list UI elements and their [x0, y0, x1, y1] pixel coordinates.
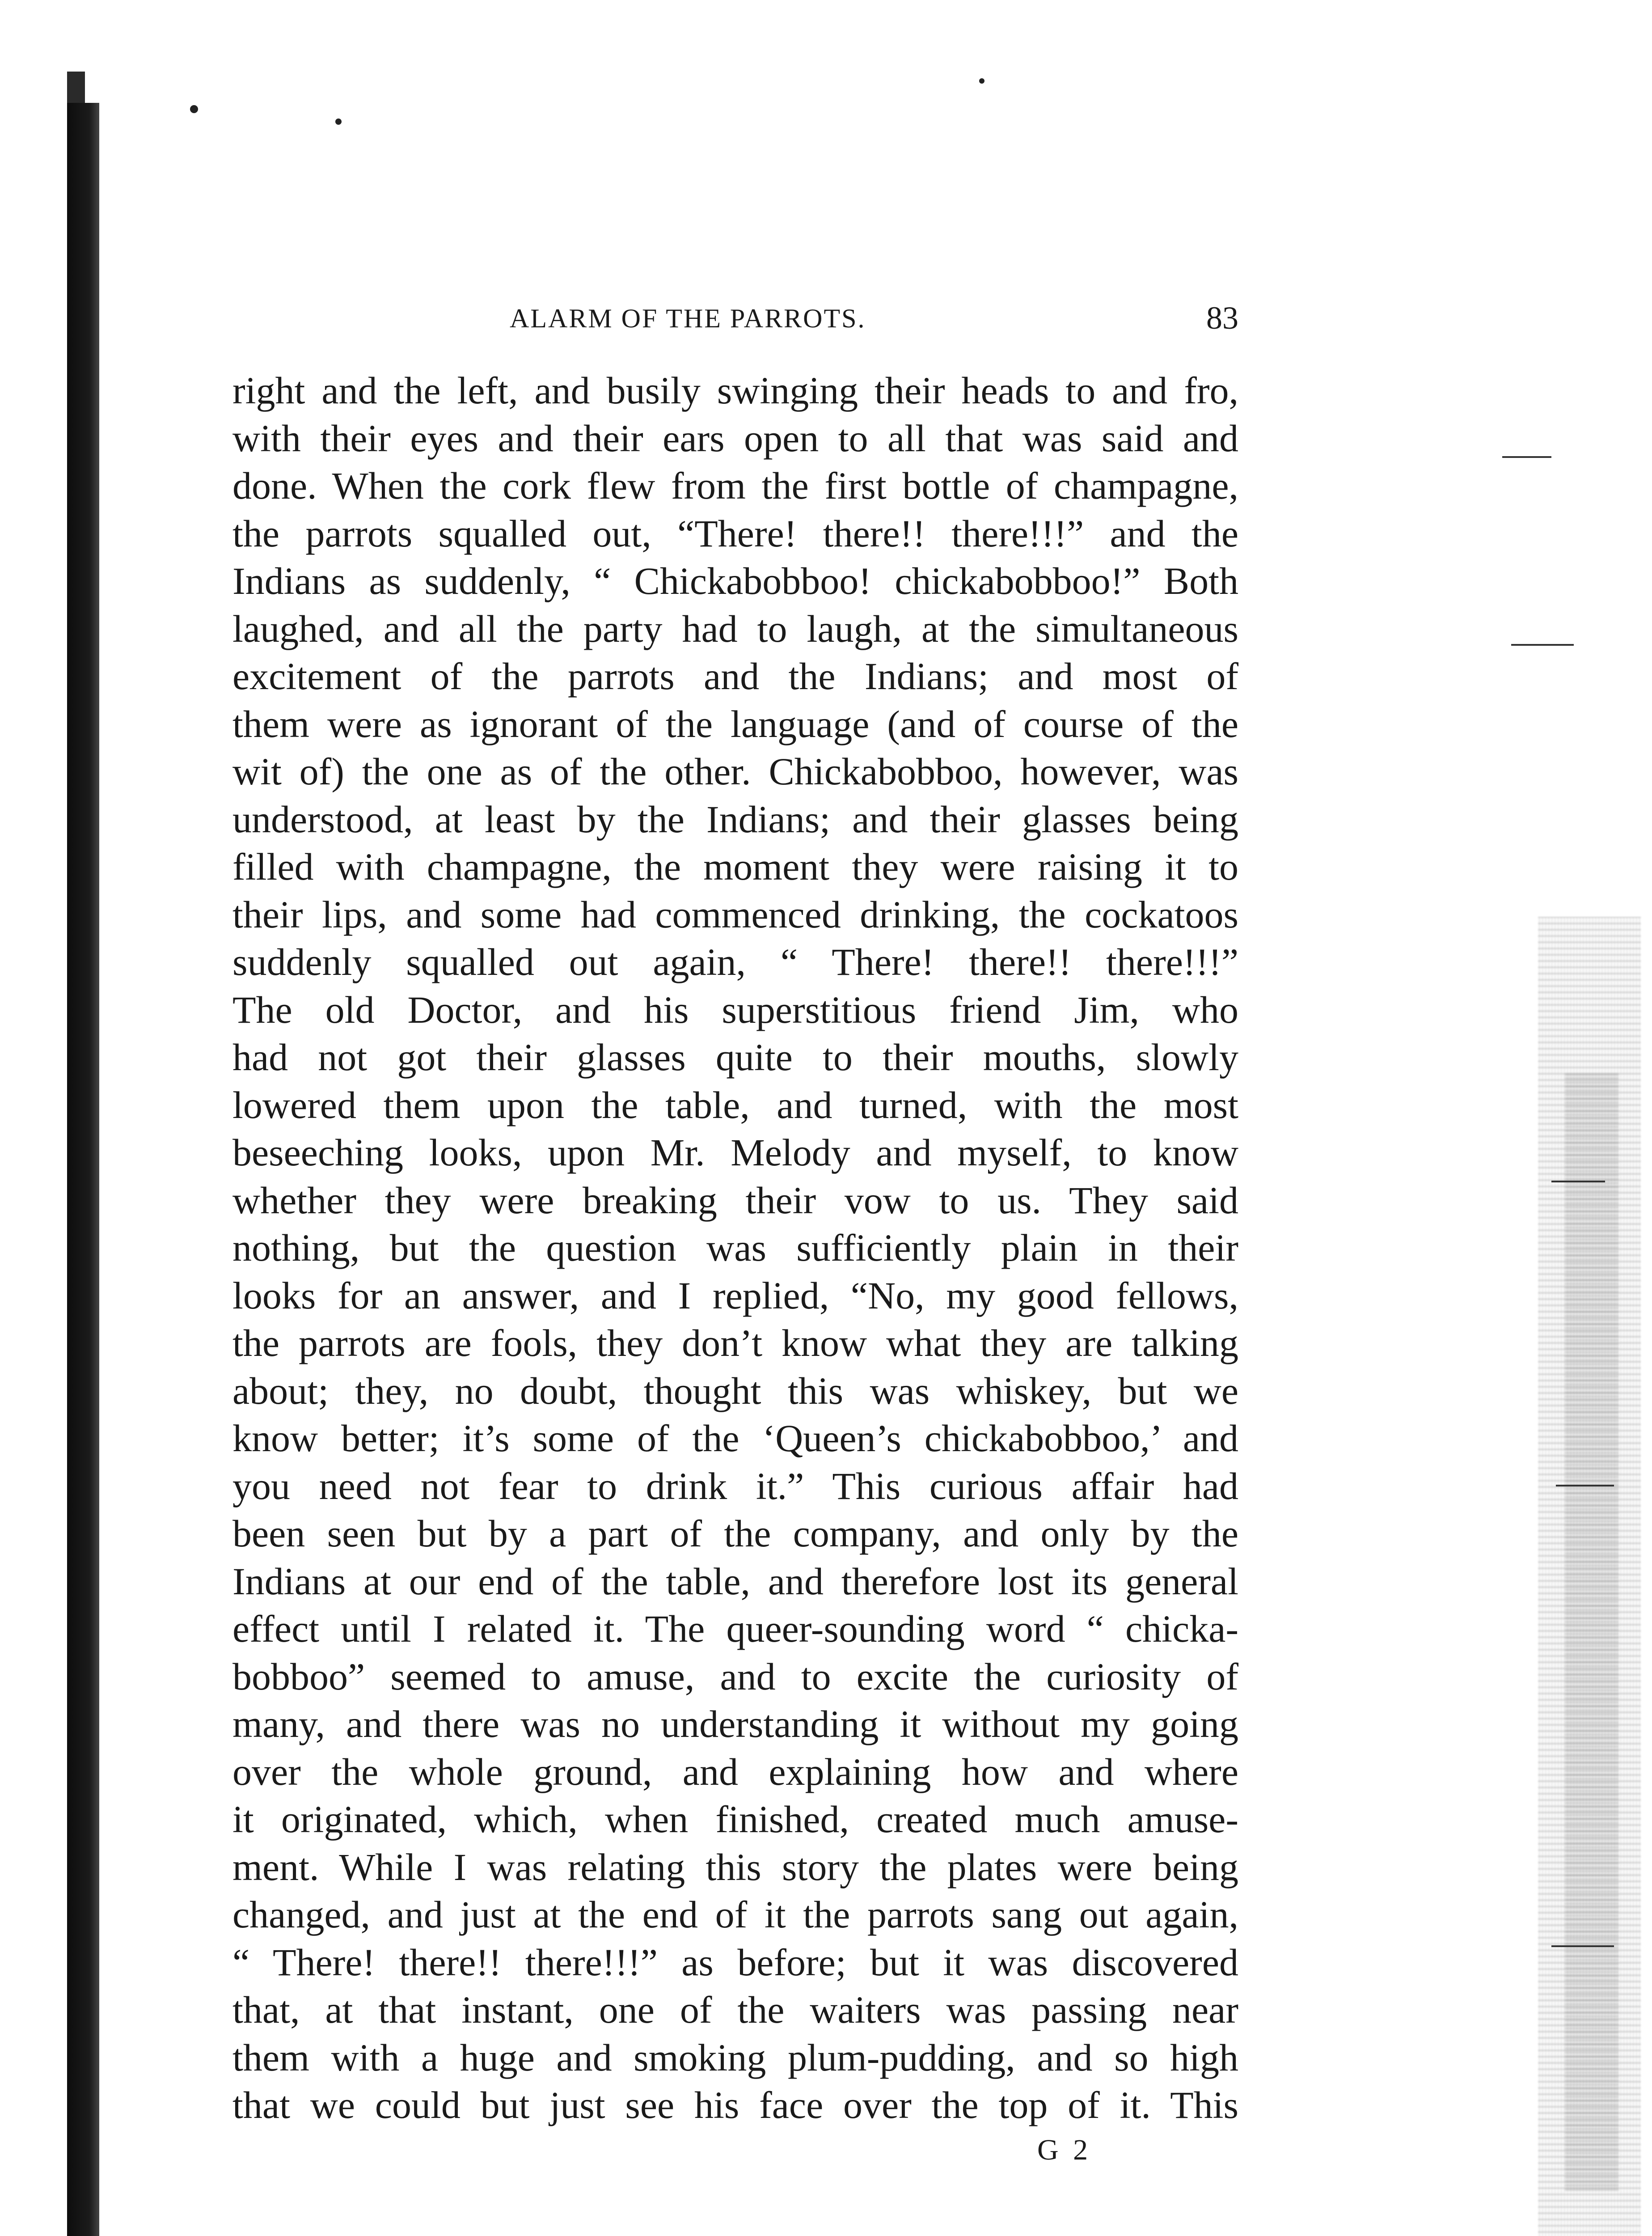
- text-line: right and the left, and busily swinging their heads to and fro,: [232, 369, 1238, 412]
- text-line: lowered them upon the table, and turned, with the most: [232, 1083, 1238, 1126]
- text-line: suddenly squalled out again, “ There! there!! there!!!”: [232, 940, 1238, 983]
- text-line: with their eyes and their ears open to all that was said and: [232, 416, 1238, 460]
- text-line: changed, and just at the end of it the parrots sang out again,: [232, 1893, 1238, 1936]
- text-line: the parrots squalled out, “There! there!! there!!!” and the: [232, 512, 1238, 555]
- ink-speck: [335, 119, 342, 125]
- running-head: ALARM OF THE PARROTS.: [510, 304, 866, 333]
- margin-mark: [1551, 1945, 1614, 1947]
- ink-speck: [979, 78, 984, 84]
- text-line: that we could but just see his face over the top of it. This: [232, 2084, 1238, 2126]
- margin-mark: [1551, 1181, 1605, 1182]
- text-line: many, and there was no understanding it without my going: [232, 1702, 1238, 1745]
- text-line: excitement of the parrots and the Indians; and most of: [232, 655, 1238, 698]
- signature-mark: G 2: [1037, 2134, 1092, 2166]
- text-line: the parrots are fools, they don’t know what they are talking: [232, 1321, 1238, 1364]
- page-header: [232, 300, 1238, 343]
- text-line: over the whole ground, and explaining how and where: [232, 1750, 1238, 1793]
- text-line: The old Doctor, and his superstitious friend Jim, who: [232, 988, 1238, 1031]
- text-line: you need not fear to drink it.” This curious affair had: [232, 1464, 1238, 1508]
- text-line: filled with champagne, the moment they were raising it to: [232, 845, 1238, 888]
- body-text: [232, 367, 1238, 2129]
- text-line: them with a huge and smoking plum-pudding, and so high: [232, 2036, 1238, 2079]
- text-line: them were as ignorant of the language (and of course of the: [232, 702, 1238, 745]
- text-line: ment. While I was relating this story the plates were being: [232, 1845, 1238, 1889]
- text-line: bobboo” seemed to amuse, and to excite the curiosity of: [232, 1655, 1238, 1698]
- text-line: beseeching looks, upon Mr. Melody and myself, to know: [232, 1131, 1238, 1174]
- text-line: “ There! there!! there!!!” as before; but it was discovered: [232, 1940, 1238, 1984]
- text-line: done. When the cork flew from the first bottle of champagne,: [232, 464, 1238, 507]
- text-line: effect until I related it. The queer-sounding word “ chicka-: [232, 1607, 1238, 1650]
- text-line: it originated, which, when finished, created much amuse-: [232, 1798, 1238, 1841]
- text-line: looks for an answer, and I replied, “No, my good fellows,: [232, 1274, 1238, 1317]
- margin-mark: [1556, 1485, 1614, 1486]
- ink-speck: [190, 105, 198, 113]
- text-line: that, at that instant, one of the waiters was passing near: [232, 1988, 1238, 2031]
- text-line: Indians at our end of the table, and therefore lost its general: [232, 1559, 1238, 1603]
- text-line: about; they, no doubt, thought this was whiskey, but we: [232, 1369, 1238, 1412]
- text-line: laughed, and all the party had to laugh, at the simultaneous: [232, 607, 1238, 650]
- margin-mark: [1502, 456, 1551, 458]
- text-line: had not got their glasses quite to their mouths, slowly: [232, 1036, 1238, 1079]
- scan-noise-inner: [1565, 1073, 1618, 2191]
- text-line: know better; it’s some of the ‘Queen’s chickabobboo,’ and: [232, 1417, 1238, 1460]
- text-line: their lips, and some had commenced drinking, the cockatoos: [232, 893, 1238, 936]
- text-line: Indians as suddenly, “ Chickabobboo! chickabobboo!” Both: [232, 559, 1238, 602]
- margin-mark: [1511, 644, 1574, 646]
- text-line: understood, at least by the Indians; and their glasses being: [232, 797, 1238, 841]
- page-number: 83: [1206, 300, 1238, 336]
- text-line: wit of) the one as of the other. Chickabobboo, however, was: [232, 750, 1238, 793]
- text-line: nothing, but the question was sufficiently plain in their: [232, 1226, 1238, 1269]
- binding-edge: [67, 103, 99, 2236]
- text-line: been seen but by a part of the company, and only by the: [232, 1512, 1238, 1555]
- text-line: whether they were breaking their vow to us. They said: [232, 1178, 1238, 1222]
